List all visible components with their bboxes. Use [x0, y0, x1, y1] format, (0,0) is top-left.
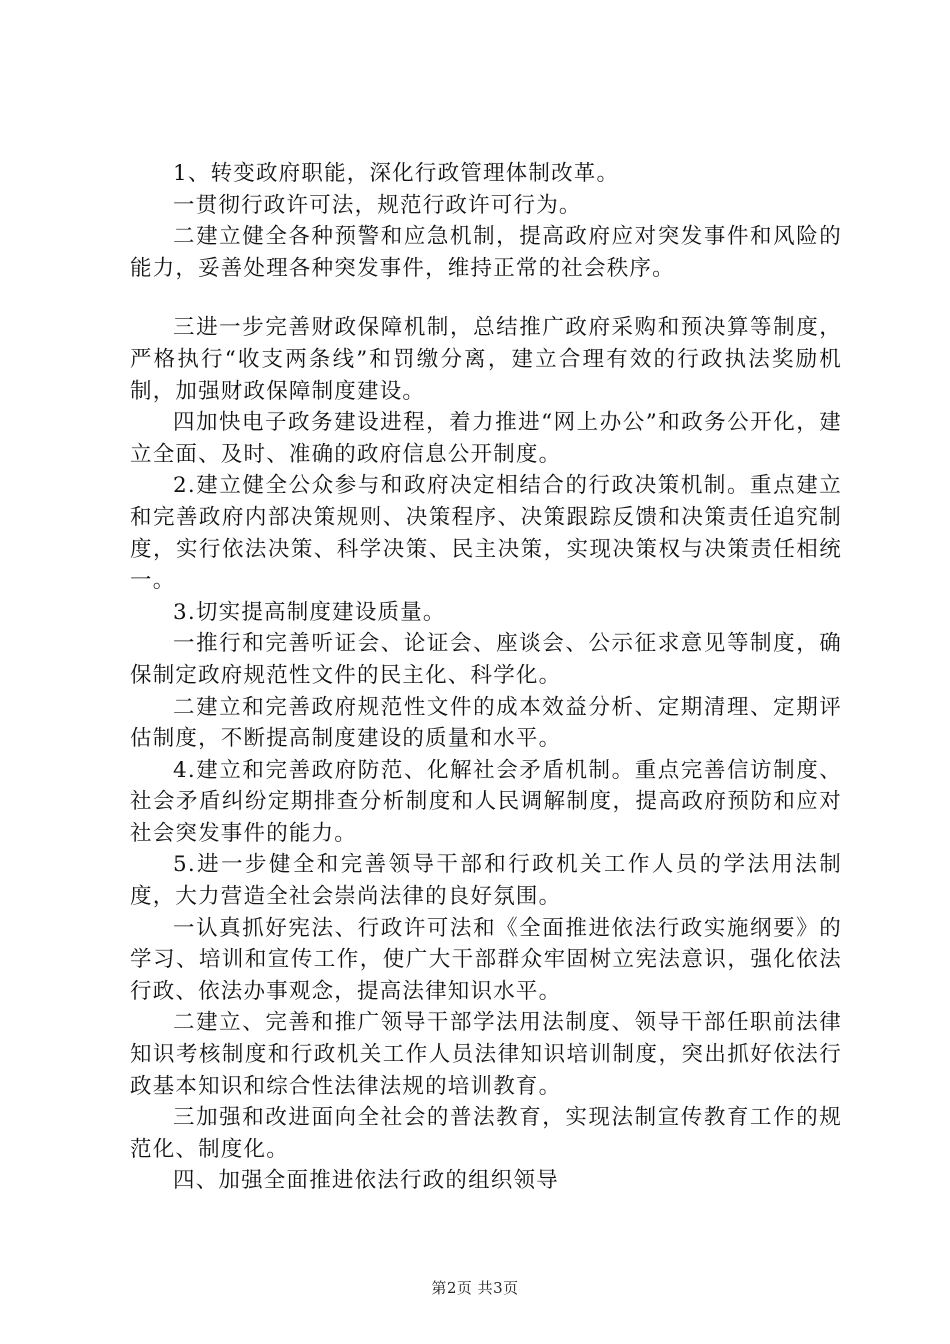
page-number-label: 第2页 共3页: [431, 1279, 519, 1297]
paragraph-1: 1、转变政府职能，深化行政管理体制改革。: [173, 161, 620, 186]
paragraph-2: 一贯彻行政许可法，规范行政许可行为。: [173, 192, 582, 218]
paragraph-4: 三进一步完善财政保障机制，总结推广政府采购和预决算等制度，严格执行“收支两条线”和罚缴分离，建立合理有效的行政执法奖励机制，加强财政保障制度建设。: [130, 315, 842, 404]
page-footer: [0, 1278, 950, 1298]
paragraph-7: 3.切实提高制度建设质量。: [173, 599, 446, 625]
paragraph-5: 四加快电子政务建设进程，着力推进“网上办公”和政务公开化，建立全面、及时、准确的政府信息公开制度。: [130, 410, 842, 467]
paragraph-3: 二建立健全各种预警和应急机制，提高政府应对突发事件和风险的能力，妥善处理各种突发事件，维持正常的社会秩序。: [130, 224, 842, 281]
paragraph-10: 4.建立和完善政府防范、化解社会矛盾机制。重点完善信访制度、社会矛盾纠纷定期排查分析制度和人民调解制度，提高政府预防和应对社会突发事件的能力。: [130, 757, 842, 846]
document-body: [130, 158, 842, 1197]
paragraph-11: 5.进一步健全和完善领导干部和行政机关工作人员的学法用法制度，大力营造全社会崇尚法律的良好氛围。: [130, 852, 842, 910]
paragraph-6: 2.建立健全公众参与和政府决定相结合的行政决策机制。重点建立和完善政府内部决策规则、决策程序、决策跟踪反馈和决策责任追究制度，实行依法决策、科学决策、民主决策，实现决策权与决策责任相统一。: [130, 473, 842, 594]
paragraph-12: 一认真抓好宪法、行政许可法和《全面推进依法行政实施纲要》的学习、培训和宣传工作，使广大干部群众牢固树立宪法意识，强化依法行政、依法办事观念，提高法律知识水平。: [130, 915, 842, 1004]
paragraph-15: 四、加强全面推进依法行政的组织领导: [173, 1168, 559, 1194]
paragraph-13: 二建立、完善和推广领导干部学法用法制度、领导干部任职前法律知识考核制度和行政机关工作人员法律知识培训制度，突出抓好依法行政基本知识和综合性法律法规的培训教育。: [130, 1010, 842, 1099]
paragraph-8: 一推行和完善听证会、论证会、座谈会、公示征求意见等制度，确保制定政府规范性文件的民主化、科学化。: [130, 631, 842, 688]
paragraph-14: 三加强和改进面向全社会的普法教育，实现法制宣传教育工作的规范化、制度化。: [130, 1105, 842, 1162]
paragraph-9: 二建立和完善政府规范性文件的成本效益分析、定期清理、定期评估制度，不断提高制度建设的质量和水平。: [130, 694, 842, 752]
